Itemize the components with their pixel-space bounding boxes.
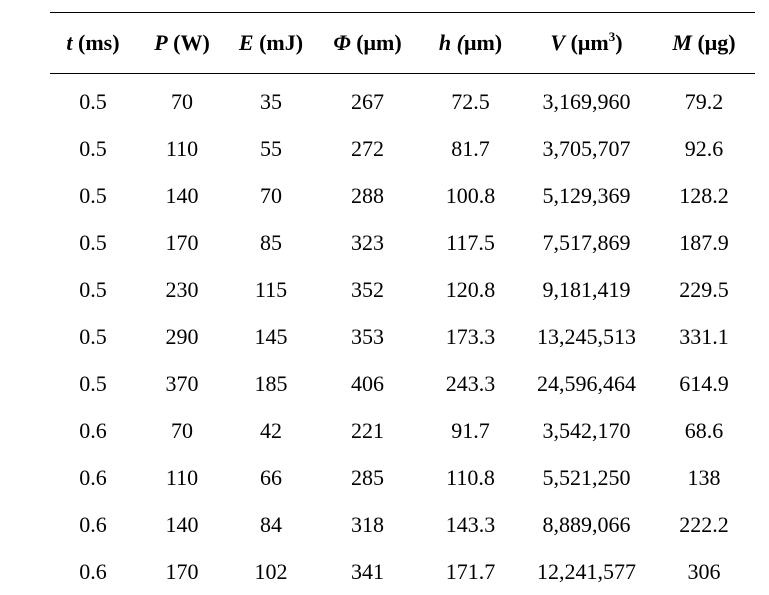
cell-time: 0.6 xyxy=(79,511,107,537)
cell-power: 170 xyxy=(165,229,199,255)
cell-mass: 79.2 xyxy=(684,88,724,114)
cell-diameter: 406 xyxy=(351,370,384,396)
cell-mass: 187.9 xyxy=(679,229,729,255)
cell-time: 0.5 xyxy=(79,135,107,161)
cell-height: 143.3 xyxy=(445,511,496,537)
cell-diameter: 272 xyxy=(351,135,384,161)
cell-power: 230 xyxy=(165,276,199,302)
cell-time: 0.5 xyxy=(79,323,107,349)
header-mass: M (μg) xyxy=(672,30,736,55)
cell-height: 100.8 xyxy=(445,182,496,208)
cell-energy: 42 xyxy=(260,417,282,443)
header-power: P (W) xyxy=(154,30,210,55)
header-height: h (μm) xyxy=(438,30,503,55)
cell-height: 173.3 xyxy=(445,323,496,349)
table-row xyxy=(50,501,755,548)
table-row xyxy=(50,219,755,266)
header-volume: V $(\mu m^3)$ xyxy=(550,29,623,55)
header-energy: E (mJ) xyxy=(238,30,304,55)
data-table xyxy=(50,12,755,595)
cell-volume: 5,521,250 xyxy=(542,464,631,490)
cell-volume: 5,129,369 xyxy=(542,182,631,208)
cell-time: 0.6 xyxy=(79,417,107,443)
cell-mass: 68.6 xyxy=(684,417,724,443)
cell-volume: 7,517,869 xyxy=(542,229,631,255)
table-row xyxy=(50,266,755,313)
cell-power: 140 xyxy=(165,511,199,537)
cell-diameter: 353 xyxy=(351,323,384,349)
table-row xyxy=(50,125,755,172)
cell-volume: 3,542,170 xyxy=(542,417,631,443)
header-row xyxy=(50,13,755,73)
cell-mass: 229.5 xyxy=(679,276,729,302)
header-time: t (ms) xyxy=(66,30,120,55)
cell-energy: 185 xyxy=(254,370,288,396)
header-rule xyxy=(50,73,755,74)
cell-energy: 35 xyxy=(260,88,282,114)
cell-power: 170 xyxy=(165,558,199,584)
cell-mass: 92.6 xyxy=(684,135,724,161)
cell-mass: 128.2 xyxy=(679,182,729,208)
cell-energy: 55 xyxy=(260,135,282,161)
cell-time: 0.6 xyxy=(79,558,107,584)
cell-height: 117.5 xyxy=(446,229,495,255)
cell-power: 370 xyxy=(165,370,199,396)
cell-power: 110 xyxy=(165,135,199,161)
cell-height: 81.7 xyxy=(451,135,490,161)
cell-mass: 222.2 xyxy=(679,511,729,537)
cell-power: 70 xyxy=(171,88,193,114)
cell-power: 290 xyxy=(165,323,199,349)
cell-energy: 66 xyxy=(260,464,282,490)
table-row xyxy=(50,78,755,125)
cell-diameter: 288 xyxy=(351,182,384,208)
cell-power: 70 xyxy=(171,417,193,443)
cell-energy: 102 xyxy=(254,558,288,584)
cell-volume: 24,596,464 xyxy=(537,370,636,396)
cell-energy: 84 xyxy=(260,511,282,537)
table-row xyxy=(50,454,755,501)
cell-time: 0.5 xyxy=(79,229,107,255)
cell-volume: 9,181,419 xyxy=(542,276,631,302)
cell-energy: 145 xyxy=(254,323,288,349)
table-body xyxy=(50,78,755,595)
cell-volume: 3,169,960 xyxy=(542,88,631,114)
cell-height: 72.5 xyxy=(451,88,490,114)
cell-mass: 306 xyxy=(687,558,721,584)
cell-volume: 8,889,066 xyxy=(542,511,631,537)
cell-volume: 12,241,577 xyxy=(537,558,636,584)
cell-diameter: 341 xyxy=(351,558,384,584)
cell-diameter: 221 xyxy=(351,417,384,443)
cell-time: 0.5 xyxy=(79,182,107,208)
cell-time: 0.6 xyxy=(79,464,107,490)
cell-volume: 3,705,707 xyxy=(542,135,631,161)
header-diameter: Φ (μm) xyxy=(333,30,402,55)
cell-diameter: 285 xyxy=(351,464,384,490)
cell-diameter: 323 xyxy=(351,229,384,255)
table-row xyxy=(50,548,755,595)
cell-height: 120.8 xyxy=(445,276,496,302)
cell-mass: 331.1 xyxy=(679,323,729,349)
cell-height: 243.3 xyxy=(445,370,496,396)
cell-energy: 115 xyxy=(254,276,288,302)
cell-volume: 13,245,513 xyxy=(537,323,636,349)
cell-height: 110.8 xyxy=(446,464,495,490)
cell-mass: 138 xyxy=(687,464,721,490)
cell-energy: 70 xyxy=(260,182,282,208)
cell-height: 171.7 xyxy=(445,558,496,584)
cell-diameter: 267 xyxy=(351,88,384,114)
cell-time: 0.5 xyxy=(79,276,107,302)
table-row xyxy=(50,172,755,219)
cell-diameter: 352 xyxy=(351,276,384,302)
cell-energy: 85 xyxy=(260,229,282,255)
cell-power: 140 xyxy=(165,182,199,208)
cell-height: 91.7 xyxy=(451,417,490,443)
cell-mass: 614.9 xyxy=(679,370,729,396)
cell-power: 110 xyxy=(165,464,199,490)
cell-diameter: 318 xyxy=(351,511,384,537)
table-row xyxy=(50,407,755,454)
table-row xyxy=(50,360,755,407)
cell-time: 0.5 xyxy=(79,88,107,114)
cell-time: 0.5 xyxy=(79,370,107,396)
table-row xyxy=(50,313,755,360)
